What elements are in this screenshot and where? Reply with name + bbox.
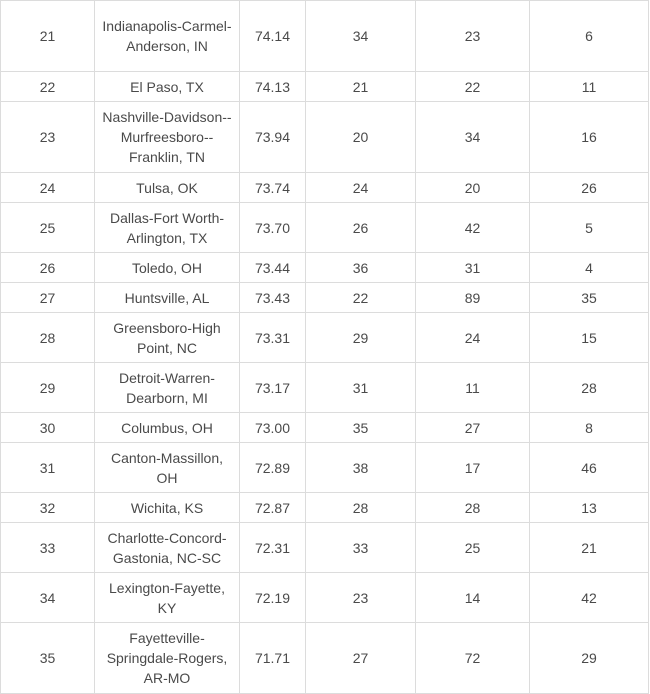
value-cell: 29 [306, 313, 416, 363]
metro-cell: Tulsa, OK [95, 173, 240, 203]
value-cell: 28 [306, 493, 416, 523]
rank-cell: 33 [1, 523, 95, 573]
value-cell: 15 [530, 313, 649, 363]
rank-cell: 22 [1, 72, 95, 102]
table-row [1, 253, 649, 283]
rank-cell: 34 [1, 573, 95, 623]
value-cell: 20 [416, 173, 530, 203]
metro-cell: Canton-Massillon, OH [95, 443, 240, 493]
table-row [1, 1, 649, 72]
value-cell: 22 [306, 283, 416, 313]
value-cell: 36 [306, 253, 416, 283]
value-cell: 11 [530, 72, 649, 102]
value-cell: 21 [306, 72, 416, 102]
table-row [1, 573, 649, 623]
rank-cell: 29 [1, 363, 95, 413]
value-cell: 33 [306, 523, 416, 573]
rank-cell: 23 [1, 102, 95, 173]
metro-cell: Detroit-Warren-Dearborn, MI [95, 363, 240, 413]
metro-cell: Indianapolis-Carmel-Anderson, IN [95, 1, 240, 72]
value-cell: 11 [416, 363, 530, 413]
value-cell: 31 [416, 253, 530, 283]
value-cell: 35 [530, 283, 649, 313]
metro-cell: Nashville-Davidson--Murfreesboro--Franklin, TN [95, 102, 240, 173]
value-cell: 13 [530, 493, 649, 523]
rank-cell: 26 [1, 253, 95, 283]
value-cell: 29 [530, 623, 649, 694]
metro-cell: Fayetteville-Springdale-Rogers, AR-MO [95, 623, 240, 694]
value-cell: 8 [530, 413, 649, 443]
metro-cell: El Paso, TX [95, 72, 240, 102]
score-cell: 73.70 [240, 203, 306, 253]
value-cell: 6 [530, 1, 649, 72]
value-cell: 23 [306, 573, 416, 623]
value-cell: 22 [416, 72, 530, 102]
value-cell: 26 [530, 173, 649, 203]
score-cell: 73.00 [240, 413, 306, 443]
table-row [1, 493, 649, 523]
value-cell: 5 [530, 203, 649, 253]
table-row [1, 203, 649, 253]
table-row [1, 173, 649, 203]
rank-cell: 31 [1, 443, 95, 493]
score-cell: 72.87 [240, 493, 306, 523]
table-row [1, 623, 649, 694]
rank-cell: 24 [1, 173, 95, 203]
value-cell: 28 [416, 493, 530, 523]
score-cell: 72.19 [240, 573, 306, 623]
value-cell: 24 [416, 313, 530, 363]
value-cell: 24 [306, 173, 416, 203]
value-cell: 17 [416, 443, 530, 493]
score-cell: 72.31 [240, 523, 306, 573]
rank-cell: 25 [1, 203, 95, 253]
value-cell: 27 [416, 413, 530, 443]
value-cell: 89 [416, 283, 530, 313]
value-cell: 26 [306, 203, 416, 253]
rank-cell: 28 [1, 313, 95, 363]
value-cell: 23 [416, 1, 530, 72]
value-cell: 46 [530, 443, 649, 493]
value-cell: 28 [530, 363, 649, 413]
metro-cell: Wichita, KS [95, 493, 240, 523]
table-row [1, 102, 649, 173]
value-cell: 20 [306, 102, 416, 173]
score-cell: 73.31 [240, 313, 306, 363]
value-cell: 31 [306, 363, 416, 413]
value-cell: 72 [416, 623, 530, 694]
score-cell: 71.71 [240, 623, 306, 694]
table-row [1, 313, 649, 363]
table-row [1, 363, 649, 413]
value-cell: 34 [306, 1, 416, 72]
score-cell: 73.17 [240, 363, 306, 413]
value-cell: 38 [306, 443, 416, 493]
score-cell: 74.14 [240, 1, 306, 72]
value-cell: 42 [530, 573, 649, 623]
table-row [1, 443, 649, 493]
rank-cell: 32 [1, 493, 95, 523]
value-cell: 42 [416, 203, 530, 253]
value-cell: 16 [530, 102, 649, 173]
value-cell: 25 [416, 523, 530, 573]
table-row [1, 283, 649, 313]
score-cell: 73.74 [240, 173, 306, 203]
score-cell: 74.13 [240, 72, 306, 102]
value-cell: 35 [306, 413, 416, 443]
value-cell: 21 [530, 523, 649, 573]
rank-cell: 27 [1, 283, 95, 313]
rank-cell: 30 [1, 413, 95, 443]
value-cell: 27 [306, 623, 416, 694]
value-cell: 34 [416, 102, 530, 173]
value-cell: 4 [530, 253, 649, 283]
metro-cell: Columbus, OH [95, 413, 240, 443]
score-cell: 73.94 [240, 102, 306, 173]
metro-cell: Greensboro-High Point, NC [95, 313, 240, 363]
table-row [1, 523, 649, 573]
metro-cell: Toledo, OH [95, 253, 240, 283]
metro-cell: Charlotte-Concord-Gastonia, NC-SC [95, 523, 240, 573]
score-cell: 72.89 [240, 443, 306, 493]
value-cell: 14 [416, 573, 530, 623]
table-row [1, 72, 649, 102]
metro-cell: Dallas-Fort Worth-Arlington, TX [95, 203, 240, 253]
table-row [1, 413, 649, 443]
score-cell: 73.43 [240, 283, 306, 313]
score-cell: 73.44 [240, 253, 306, 283]
metro-cell: Huntsville, AL [95, 283, 240, 313]
rank-cell: 35 [1, 623, 95, 694]
rank-cell: 21 [1, 1, 95, 72]
metro-cell: Lexington-Fayette, KY [95, 573, 240, 623]
